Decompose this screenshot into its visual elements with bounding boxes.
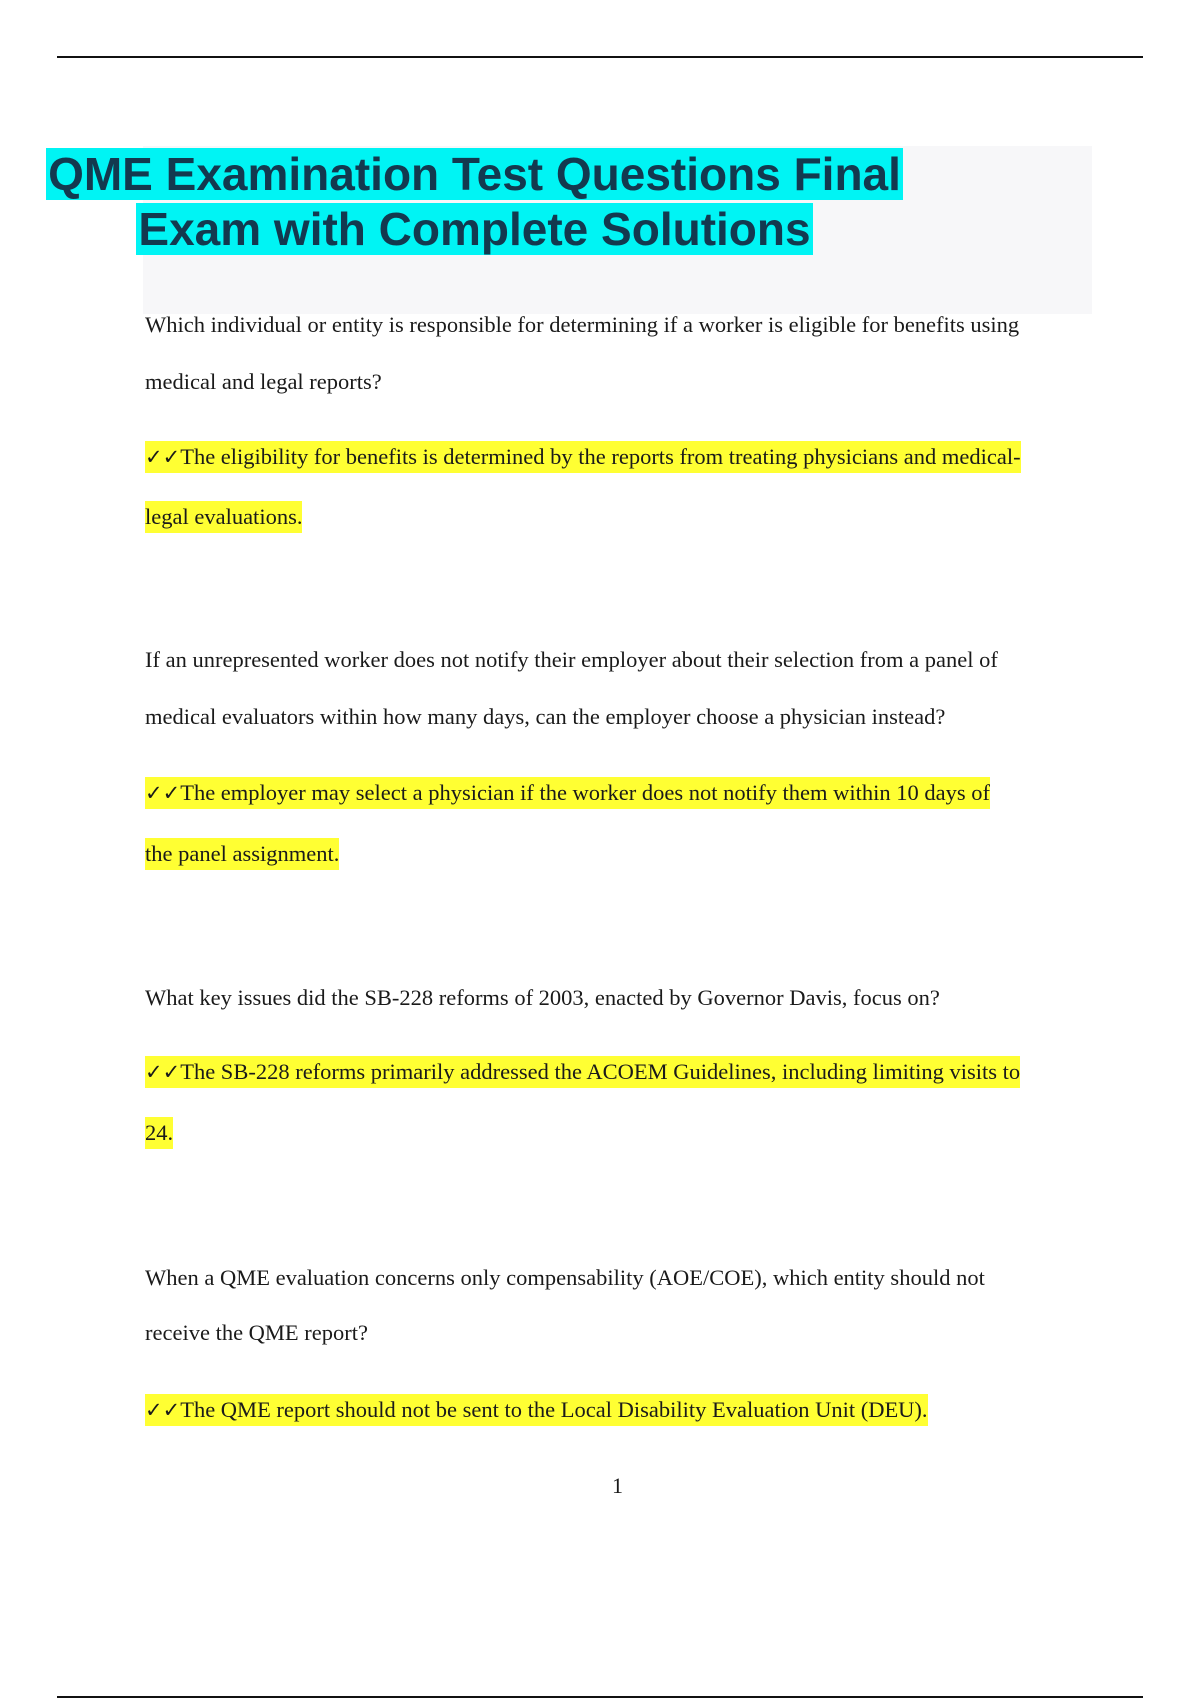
answer-4-line-1: ✓✓The QME report should not be sent to the Local Disability Evaluation Unit (DEU). (145, 1396, 928, 1424)
check-icon: ✓✓ (145, 778, 180, 809)
question-3-line-1: What key issues did the SB-228 reforms of 2003, enacted by Governor Davis, focus on? (145, 985, 940, 1010)
answer-2-line-2: the panel assignment. (145, 840, 339, 868)
top-rule (57, 56, 1143, 58)
page-number: 1 (612, 1473, 623, 1498)
question-4-line-1: When a QME evaluation concerns only compensability (AOE/COE), which entity should not (145, 1265, 985, 1290)
answer-3-line-2: 24. (145, 1119, 173, 1147)
question-1-line-1: Which individual or entity is responsible for determining if a worker is eligible for benefits using (145, 312, 1020, 337)
question-2-line-2: medical evaluators within how many days, can the employer choose a physician instead? (145, 704, 946, 729)
question-4-line-2: receive the QME report? (145, 1320, 369, 1345)
document-title-line-2: Exam with Complete Solutions (138, 203, 811, 255)
check-icon: ✓✓ (145, 1395, 180, 1426)
answer-3-line-1: ✓✓The SB-228 reforms primarily addressed the ACOEM Guidelines, including limiting visits to (145, 1058, 1020, 1086)
check-icon: ✓✓ (145, 442, 180, 473)
answer-2-line-1: ✓✓The employer may select a physician if the worker does not notify them within 10 days of (145, 779, 990, 807)
check-icon: ✓✓ (145, 1057, 180, 1088)
bottom-rule (57, 1696, 1143, 1698)
answer-1-line-1: ✓✓The eligibility for benefits is determined by the reports from treating physicians and medical- (145, 443, 1021, 471)
question-2-line-1: If an unrepresented worker does not notify their employer about their selection from a panel of (145, 647, 998, 672)
answer-1-line-2: legal evaluations. (145, 503, 302, 531)
question-1-line-2: medical and legal reports? (145, 369, 382, 394)
document-title-line-1: QME Examination Test Questions Final (48, 148, 901, 200)
